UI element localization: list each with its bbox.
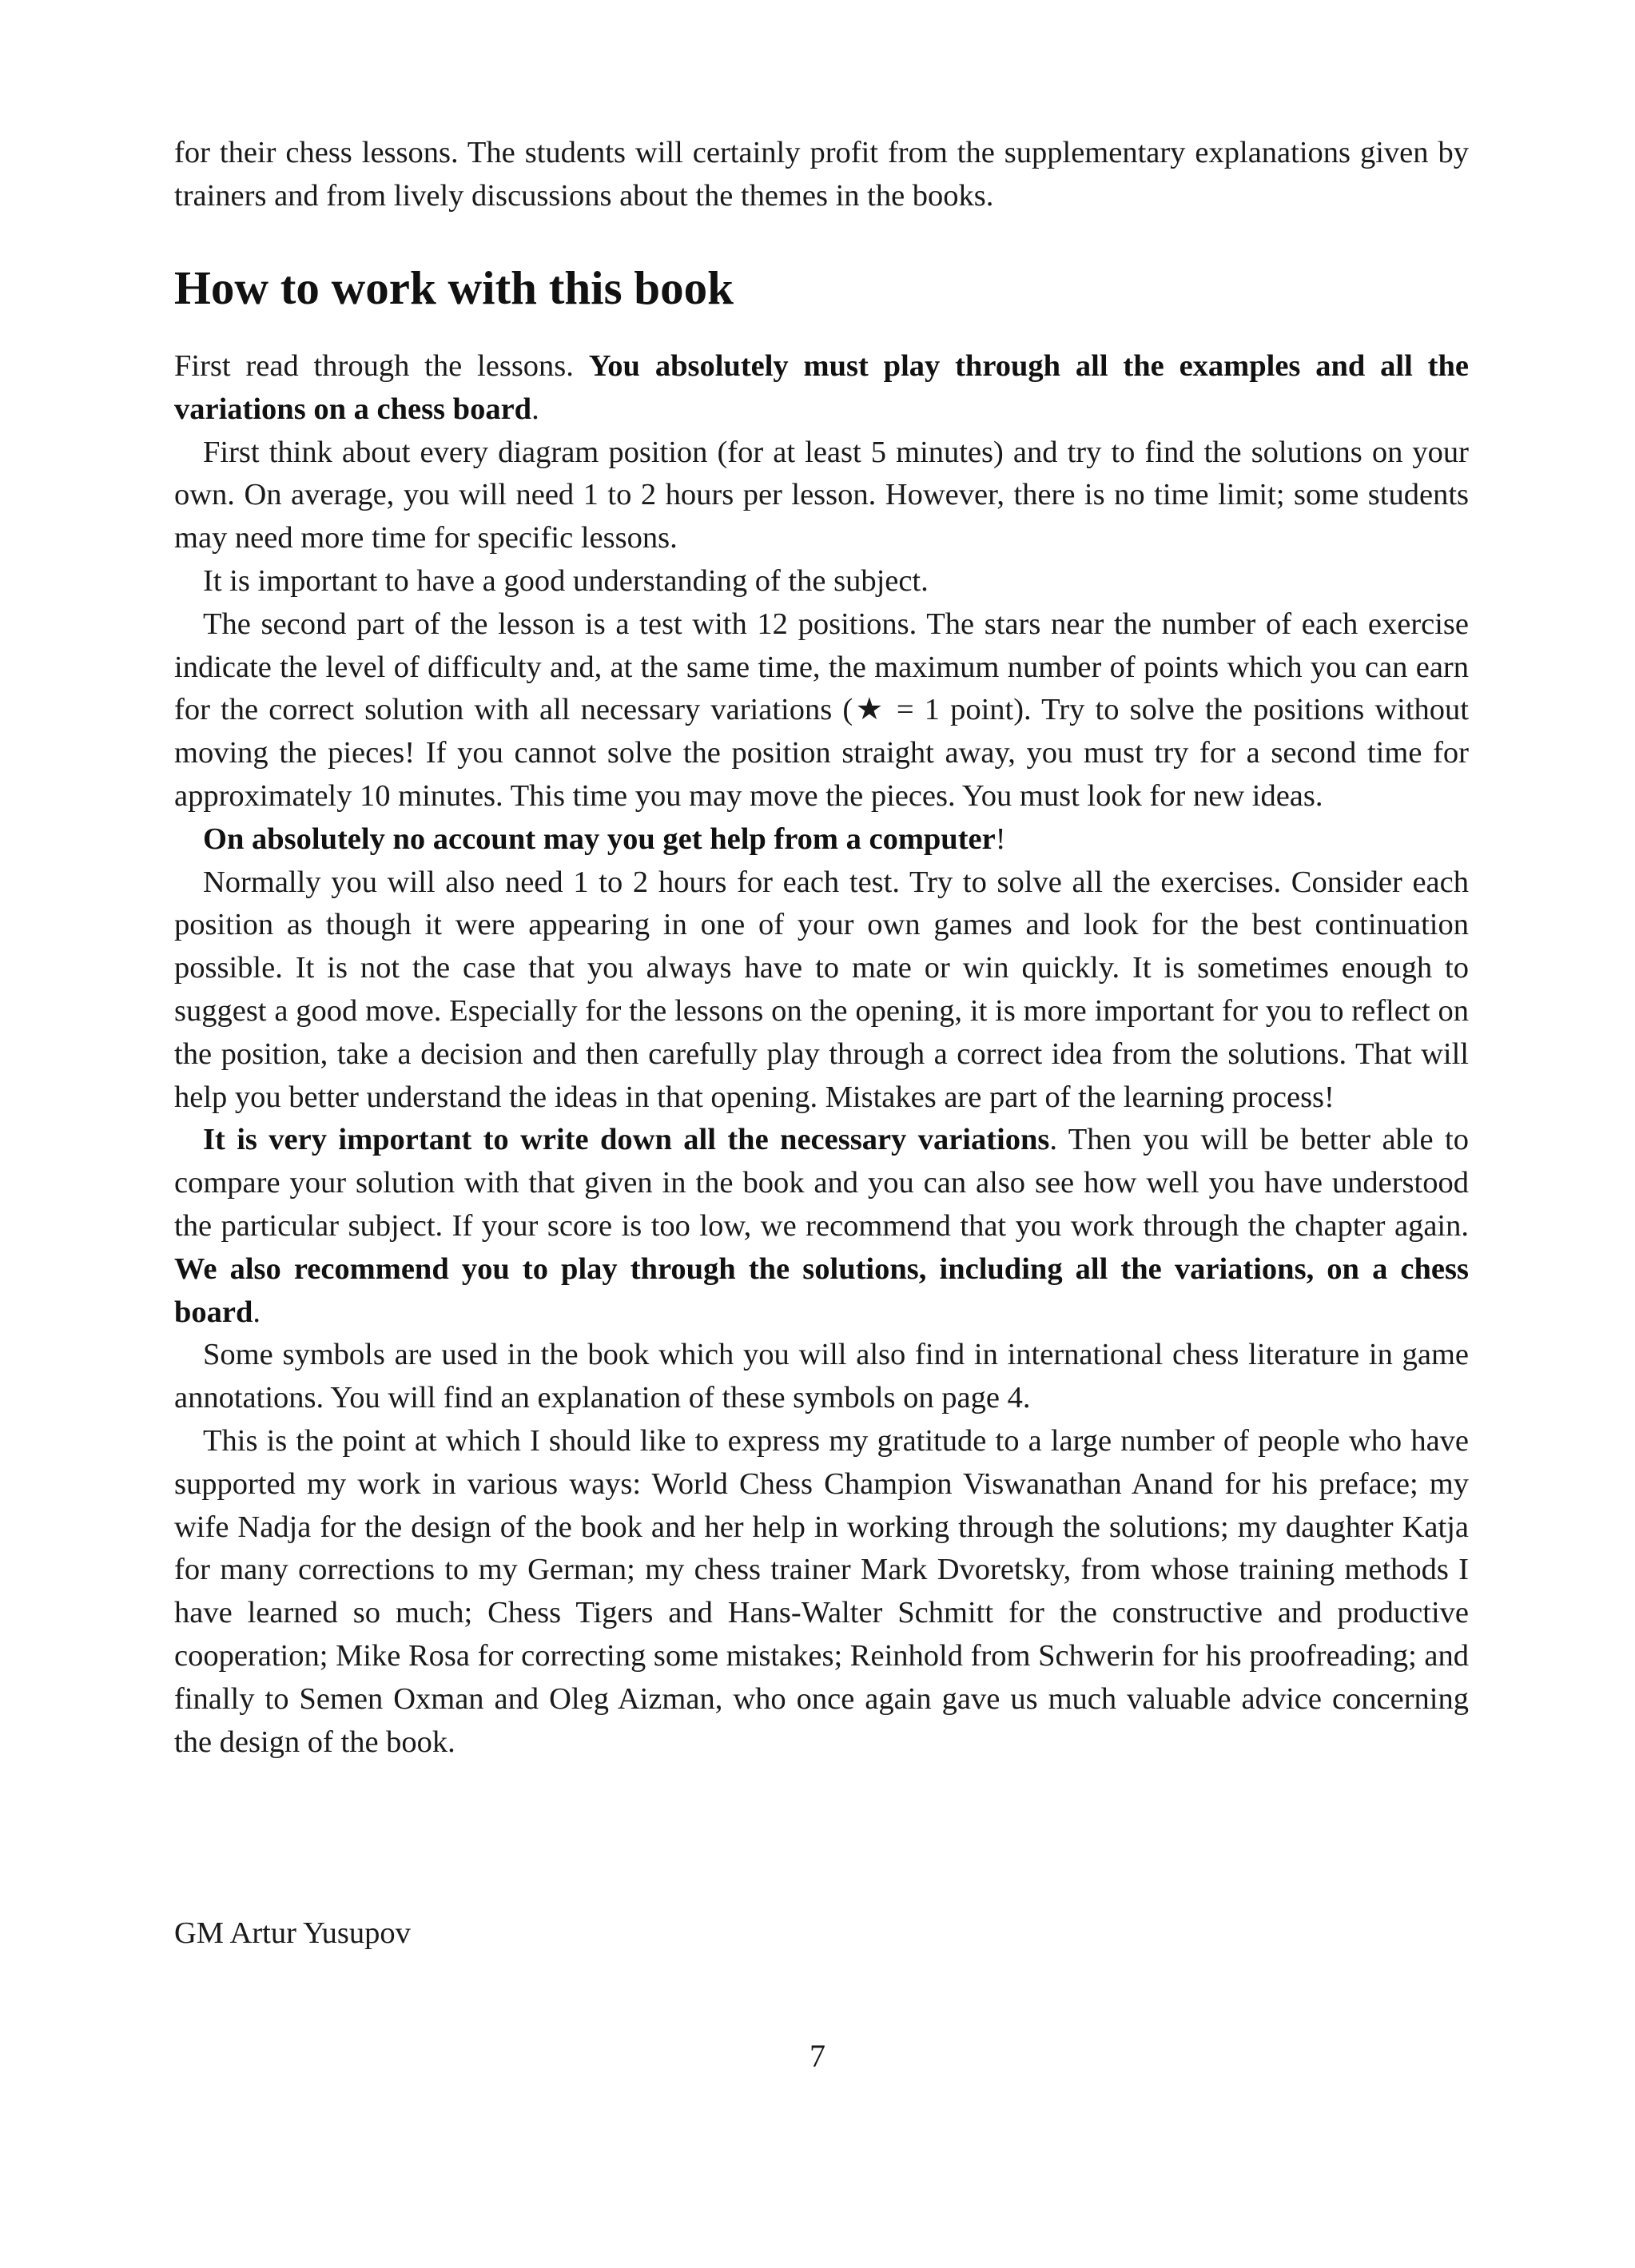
paragraph-acknowledgements: This is the point at which I should like to express my gratitude to a large number of people who have supported my work in various ways: World Chess Champion Viswanathan Anand for his preface; my wife Nadja for the design of the book and her help in working through the solutions; my daughter Katja for many corrections to my German; my chess trainer Mark Dvoretsky, from whose training methods I have learned so much; Chess Tigers and Hans-Walter Schmitt for the constructive and productive cooperation; Mike Rosa for correcting some mistakes; Reinhold from Schwerin for his proofreading; and finally to Semen Oxman and Oleg Aizman, who once again gave us much valuable advice concerning the design of the book.: [174, 1423, 1469, 1759]
paragraph-test-positions: The second part of the lesson is a test with 12 positions. The stars near the number of each exercise indicate the level of difficulty and, at the same time, the maximum number of points which you can earn for the correct solution with all necessary variations (★ = 1 point). Try to solve the positions without moving the pieces! If you cannot solve the position straight away, you must try for a second time for approximately 10 minutes. This time you may move the pieces. You must look for new ideas.: [174, 607, 1469, 813]
author-signature: GM Artur Yusupov: [174, 1916, 411, 1950]
paragraph-text: !: [995, 822, 1006, 856]
paragraph-text: .: [253, 1295, 261, 1329]
paragraph-text: . Then you will be better able to compare your solution with that given in the book and you can also see how well you have understood the particular subject. If your score is too low, we recommend that you work through the chapter again.: [174, 1123, 1469, 1243]
paragraph-text: .: [531, 392, 539, 426]
bold-instruction: We also recommend you to play through the solutions, including all the variations, on a chess board: [174, 1251, 1469, 1329]
paragraph-write-variations: [174, 1119, 1469, 1334]
paragraph-diagram-positions: First think about every diagram position (for at least 5 minutes) and try to find the solutions on your own. On average, you will need 1 to 2 hours per lesson. However, there is no time limit; some students may need more time for specific lessons.: [174, 435, 1469, 555]
bold-instruction: On absolutely no account may you get help from a computer: [203, 822, 996, 856]
paragraph-test-time: Normally you will also need 1 to 2 hours for each test. Try to solve all the exercises. Consider each position as though it were appearing in one of your own games and look for the best continuation possible. It is not the case that you always have to mate or win quickly. It is sometimes enough to suggest a good move. Especially for the lessons on the opening, it is more important for you to reflect on the position, take a decision and then carefully play through a correct idea from the solutions. That will help you better understand the ideas in that opening. Mistakes are part of the learning process!: [174, 865, 1469, 1114]
page-number: 7: [810, 2038, 825, 2074]
section-body: [174, 345, 1469, 1764]
paragraph-read-lessons: [174, 345, 1469, 432]
intro-text: for their chess lessons. The students will certainly profit from the supplementary explanations given by trainers and from lively discussions about the themes in the books.: [174, 136, 1469, 213]
intro-paragraph: [174, 132, 1469, 218]
bold-instruction: You absolutely must play through all the examples and all the variations on a chess board: [174, 349, 1469, 426]
paragraph-no-computer: [174, 818, 1469, 861]
paragraph-symbols: Some symbols are used in the book which you will also find in international chess literature in game annotations. You will find an explanation of these symbols on page 4.: [174, 1338, 1469, 1415]
section-heading: How to work with this book: [174, 261, 734, 314]
paragraph-understanding: It is important to have a good understanding of the subject.: [203, 563, 929, 598]
bold-instruction: It is very important to write down all the necessary variations: [203, 1123, 1050, 1157]
paragraph-text: First read through the lessons.: [174, 349, 589, 383]
